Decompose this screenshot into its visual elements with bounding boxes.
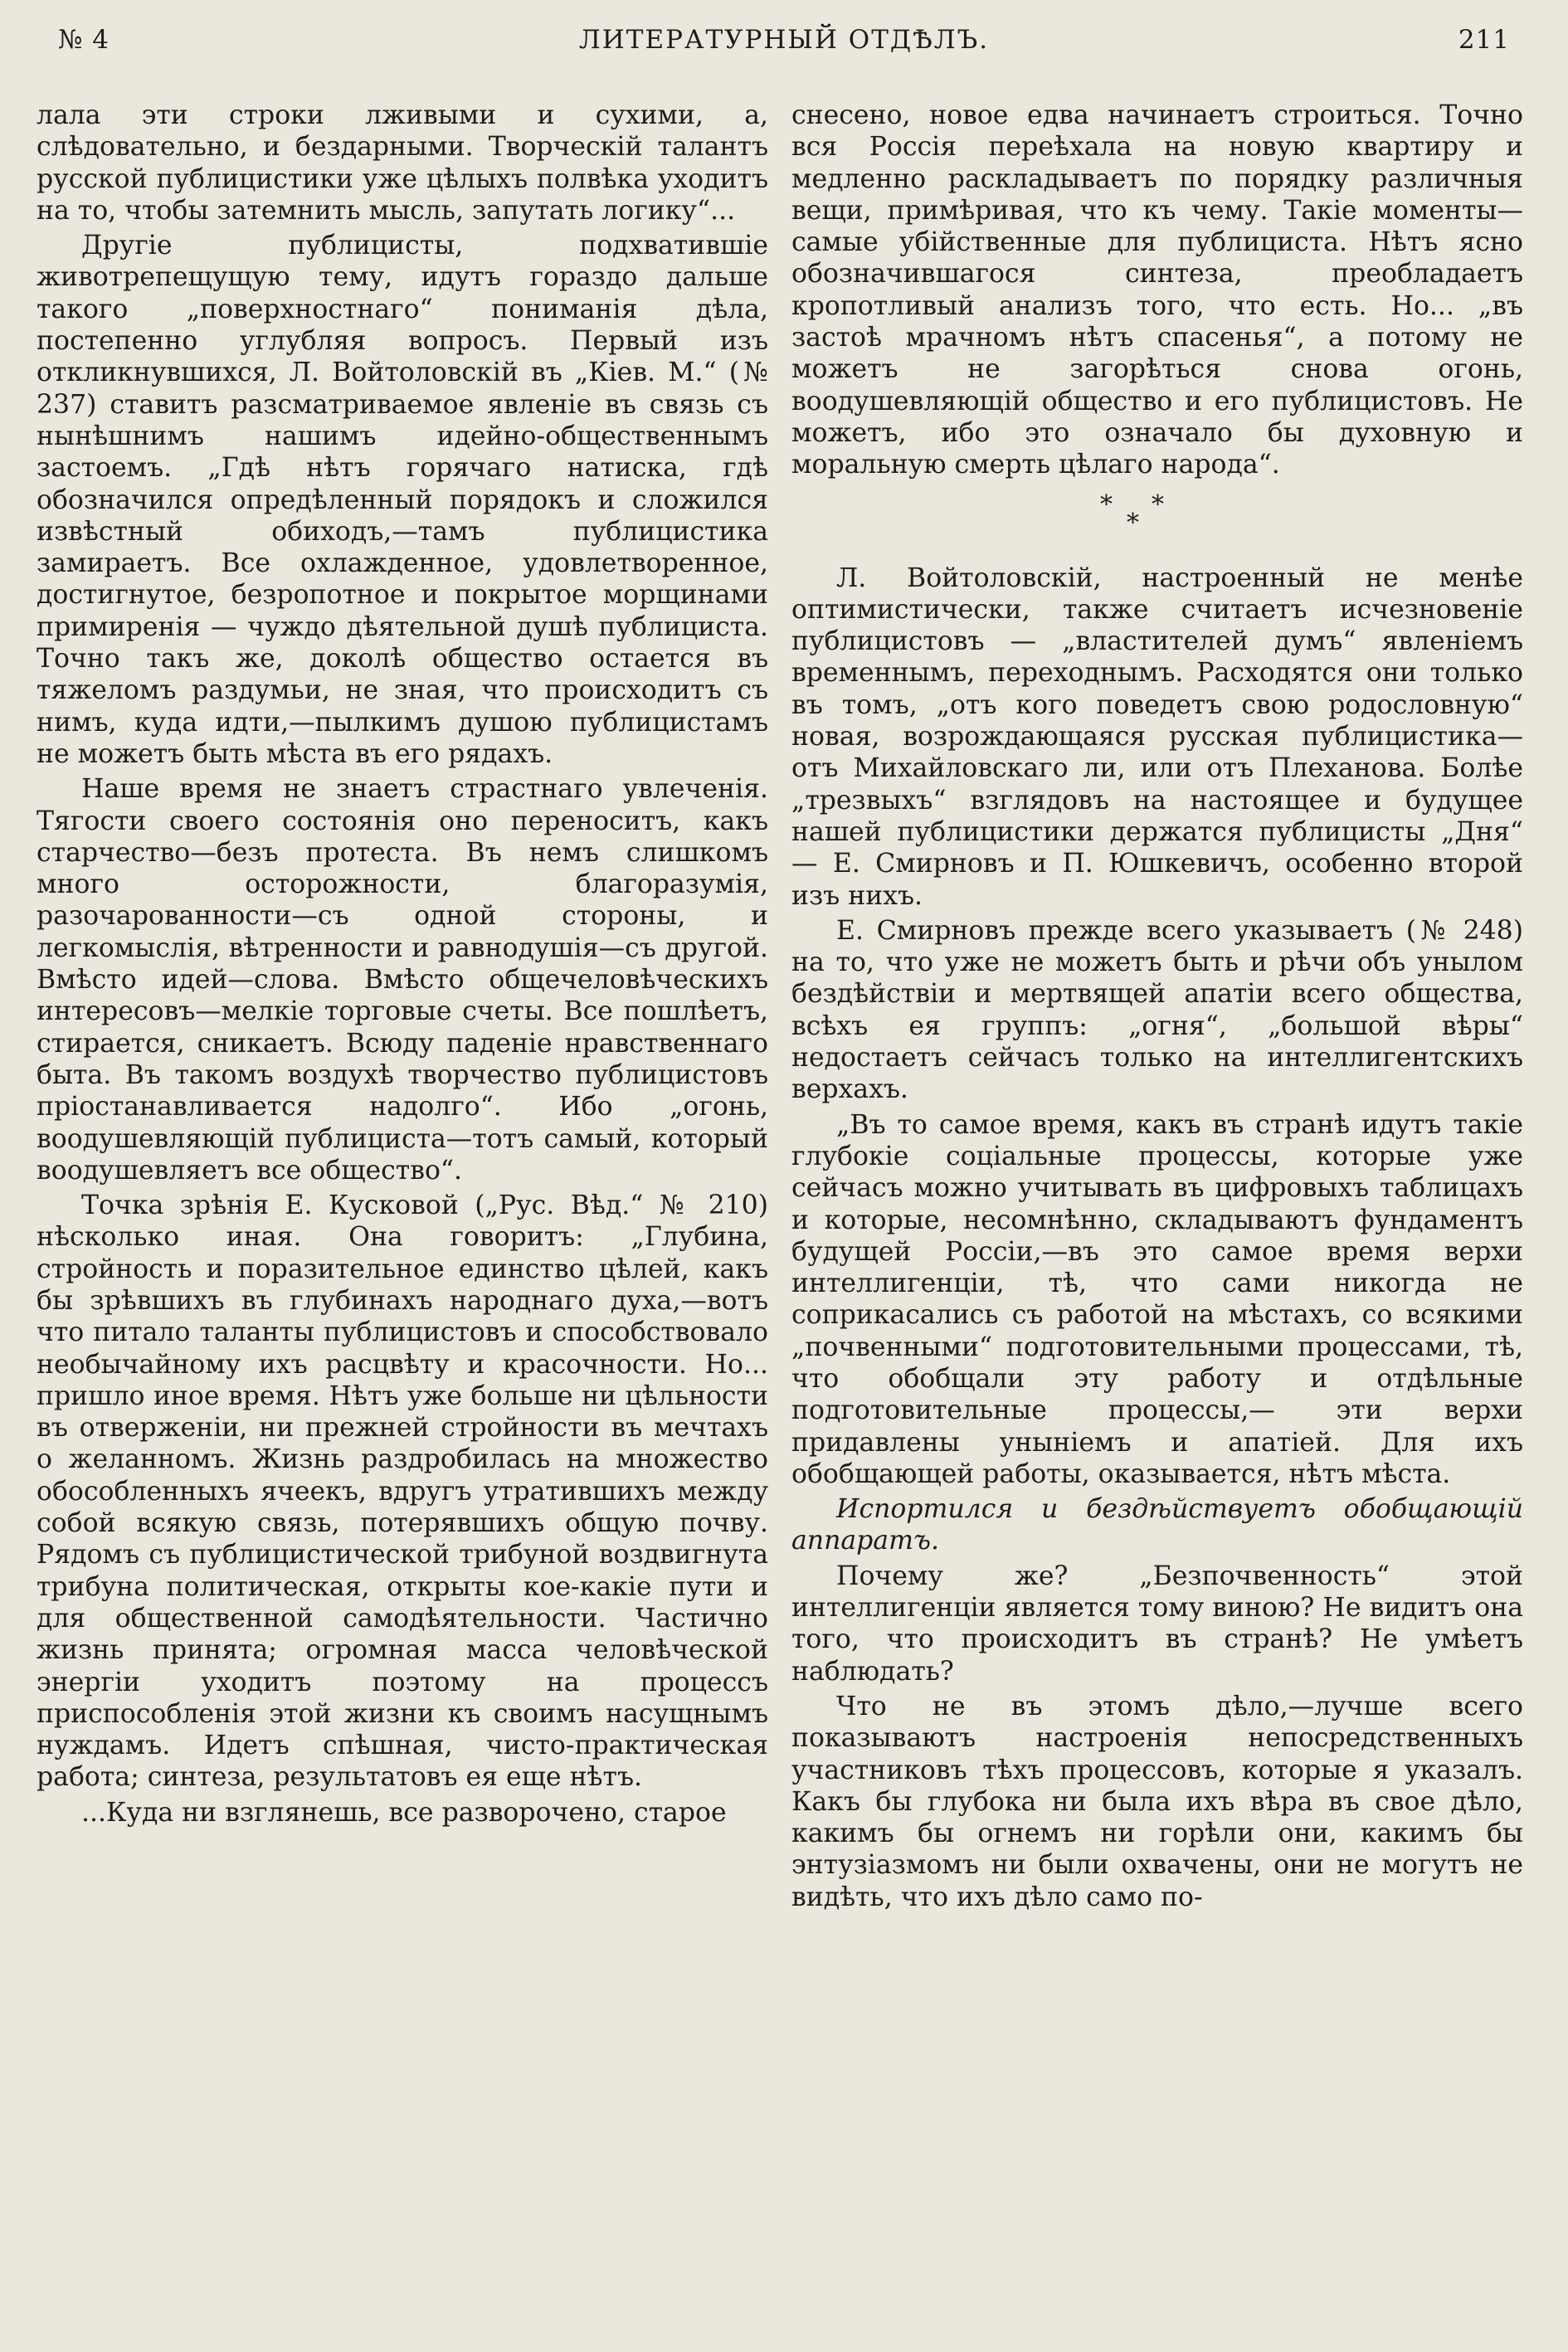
italic-paragraph: Испортился и бездѣйствуетъ обобщающій аппаратъ.: [791, 1494, 1523, 1556]
paragraph: лала эти строки лживыми и сухими, а, слѣдовательно, и бездарными. Творческій талантъ русской публицистики уже цѣлыхъ полвѣка уходитъ на то, чтобы затемнить мысль, запутать логику“...: [37, 100, 768, 226]
right-column: [791, 100, 1523, 2331]
section-divider-asterism: * * *: [1100, 489, 1164, 538]
paragraph: снесено, новое едва начинаетъ строиться. Точно вся Россія переѣхала на новую квартиру и медленно раскладываетъ по порядку различныя вещи, примѣривая, что къ чему. Такіе моменты—самые убійственные для публициста. Нѣтъ ясно обозначившагося синтеза, преобладаетъ кропотливый анализъ того, что есть. Но... „въ застоѣ мрачномъ нѣтъ спасенья“, а потому не можетъ не загорѣться снова огонь, воодушевляющій общество и его публицистовъ. Не можетъ, ибо это означало бы духовную и моральную смерть цѣлаго народа“.: [791, 100, 1523, 480]
paragraph: ...Куда ни взглянешь, все разворочено, старое: [81, 1797, 727, 1828]
paragraph: Другіе публицисты, подхватившіе животрепещущую тему, идутъ гораздо дальше такого „поверхностнаго“ пониманія дѣла, постепенно углубляя вопросъ. Первый изъ откликнувшихся, Л. Войтоловскій въ „Кіев. М.“ (№ 237) ставитъ разсматриваемое явленіе въ связь съ нынѣшнимъ нашимъ идейно-общественнымъ застоемъ. „Гдѣ нѣтъ горячаго натиска, гдѣ обозначился опредѣленный порядокъ и сложился извѣстный обиходъ,—тамъ публицистика замираетъ. Все охлажденное, удовлетворенное, достигнутое, безропотное и покрытое морщинами примиренія — чуждо дѣятельной душѣ публициста. Точно такъ же, доколѣ общество остается въ тяжеломъ раздумьи, не зная, что происходитъ съ нимъ, куда идти,—пылкимъ душою публицистамъ не можетъ быть мѣста въ его рядахъ.: [37, 231, 768, 769]
paragraph: Наше время не знаетъ страстнаго увлеченія. Тягости своего состоянія оно переноситъ, какъ старчество—безъ протеста. Въ немъ слишкомъ много осторожности, благоразумія, разочарованности—съ одной стороны, и легкомыслія, вѣтренности и равнодушія—съ другой. Вмѣсто идей—слова. Вмѣсто общечеловѣческихъ интересовъ—мелкіе торговые счеты. Все пошлѣетъ, стирается, сникаетъ. Всюду паденіе нравственнаго быта. Въ такомъ воздухѣ творчество публицистовъ пріостанавливается надолго“. Ибо „огонь, воодушевляющій публициста—тотъ самый, который воодушевляетъ все общество“.: [37, 774, 768, 1186]
paragraph: Почему же? „Безпочвенность“ этой интеллигенціи является тому виною? Не видитъ она того, что происходитъ въ странѣ? Не умѣетъ наблюдать?: [791, 1561, 1523, 1687]
page-number: 211: [1458, 25, 1510, 55]
paragraph: Е. Смирновъ прежде всего указываетъ (№ 248) на то, что уже не можетъ быть и рѣчи объ унылом бездѣйствіи и мертвящей апатіи всего общества, всѣхъ ея группъ: „огня“, „большой вѣры“ недостаетъ сейчасъ только на интеллигентскихъ верхахъ.: [791, 915, 1523, 1105]
paragraph: „Въ то самое время, какъ въ странѣ идутъ такіе глубокіе соціальные процессы, которые уже сейчасъ можно учитывать въ цифровыхъ таблицахъ и которые, несомнѣнно, складываютъ фундаментъ будущей Россіи,—въ это самое время верхи интеллигенціи, тѣ, что сами никогда не соприкасались съ работой на мѣстахъ, со всякими „почвенными“ подготовительными процессами, тѣ, что обобщали эту работу и отдѣльные подготовительные процессы,— эти верхи придавлены уныніемъ и апатіей. Для ихъ обобщающей работы, оказывается, нѣтъ мѣста.: [791, 1109, 1523, 1489]
page-header: [58, 25, 1510, 66]
issue-number: № 4: [58, 25, 110, 55]
paragraph: Л. Войтоловскій, настроенный не менѣе оптимистически, также считаетъ исчезновеніе публицистовъ — „властителей думъ“ явленіемъ временнымъ, переходнымъ. Расходятся они только въ томъ, „отъ кого поведетъ свою родословную“ новая, возрождающаяся русская публицистика—отъ Михайловскаго ли, или отъ Плеханова. Болѣе „трезвыхъ“ взглядовъ на настоящее и будущее нашей публицистики держатся публицисты „Дня“ — Е. Смирновъ и П. Юшкевичъ, особенно второй изъ нихъ.: [791, 562, 1523, 911]
section-title: ЛИТЕРАТУРНЫЙ ОТДѢЛЪ.: [578, 25, 990, 55]
paragraph: Что не въ этомъ дѣло,—лучше всего показываютъ настроенія непосредственныхъ участниковъ тѣхъ процессовъ, которые я указалъ. Какъ бы глубока ни была ихъ вѣра въ свое дѣло, какимъ бы огнемъ ни горѣли они, какимъ бы энтузіазмомъ ни были охвачены, они не могутъ не видѣть, что ихъ дѣло само по-: [791, 1691, 1523, 1912]
paragraph: Точка зрѣнія Е. Кусковой („Рус. Вѣд.“ № 210) нѣсколько иная. Она говоритъ: „Глубина, стройность и поразительное единство цѣлей, какъ бы зрѣвшихъ въ глубинахъ народнаго духа,—вотъ что питало таланты публицистовъ и способствовало необычайному ихъ расцвѣту и красочности. Но... пришло иное время. Нѣтъ уже больше ни цѣльности въ отверженіи, ни прежней стройности въ мечтахъ о желанномъ. Жизнь раздробилась на множество обособленныхъ ячеекъ, вдругъ утратившихъ между собой всякую связь, потерявшихъ общую почву. Рядомъ съ публицистической трибуной воздвигнута трибуна политическая, открыты кое-какіе пути и для общественной самодѣятельности. Частично жизнь принята; огромная масса человѣческой энергіи уходитъ поэтому на процессъ приспособленія этой жизни къ своимъ насущнымъ нуждамъ. Идетъ спѣшная, чисто-практическая работа; синтеза, результатовъ ея еще нѣтъ.: [37, 1191, 768, 1793]
left-column: [37, 100, 768, 2331]
